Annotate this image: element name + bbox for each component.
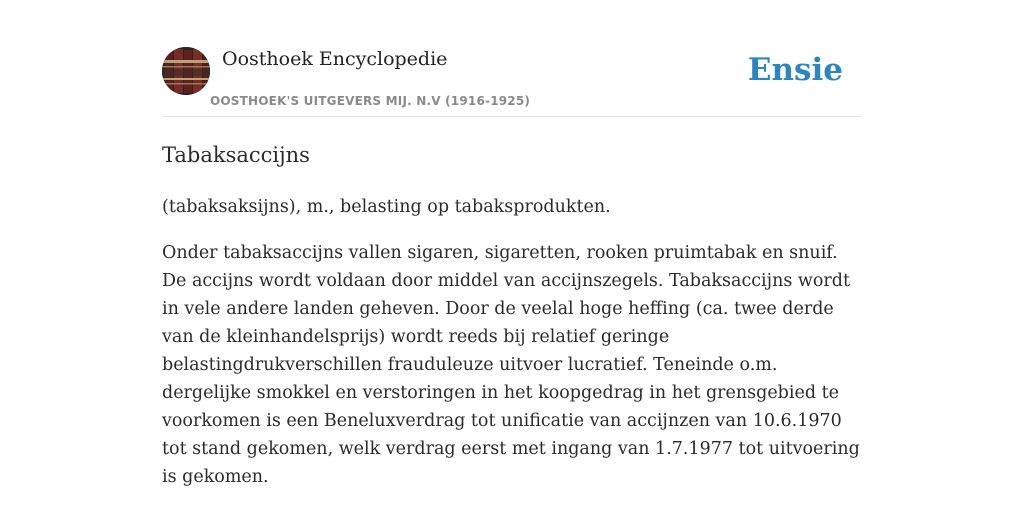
entry-lead: (tabaksaksijns), m., belasting op tabaksprodukten. [162, 197, 611, 217]
header [162, 46, 862, 117]
entry-title: Tabaksaccijns [162, 143, 310, 167]
entry-body: Onder tabaksaccijns vallen sigaren, sigaretten, rooken pruimtabak en snuif. De accijns wordt voldaan door middel van accijnszegels. Tabaksaccijns wordt in vele andere landen geheven. Door de veelal hoge heffing (ca. twee derde van de kleinhandelsprijs) wordt reeds bij relatief geringe belastingdrukverschillen frauduleuze uitvoer lucratief. Teneinde o.m. dergelijke smokkel en verstoringen in het koopgedrag in het grensgebied te voorkomen is een Beneluxverdrag tot unificatie van accijnzen van 10.6.1970 tot stand gekomen, welk verdrag eerst met ingang van 1.7.1977 tot uitvoering is gekomen. [162, 243, 860, 487]
site-title[interactable]: Oosthoek Encyclopedie [222, 48, 448, 70]
brand-logo[interactable]: Ensie [747, 52, 843, 88]
book-spines-icon[interactable] [162, 47, 210, 95]
publisher-label: OOSTHOEK'S UITGEVERS MIJ. N.V (1916-1925) [210, 94, 531, 108]
